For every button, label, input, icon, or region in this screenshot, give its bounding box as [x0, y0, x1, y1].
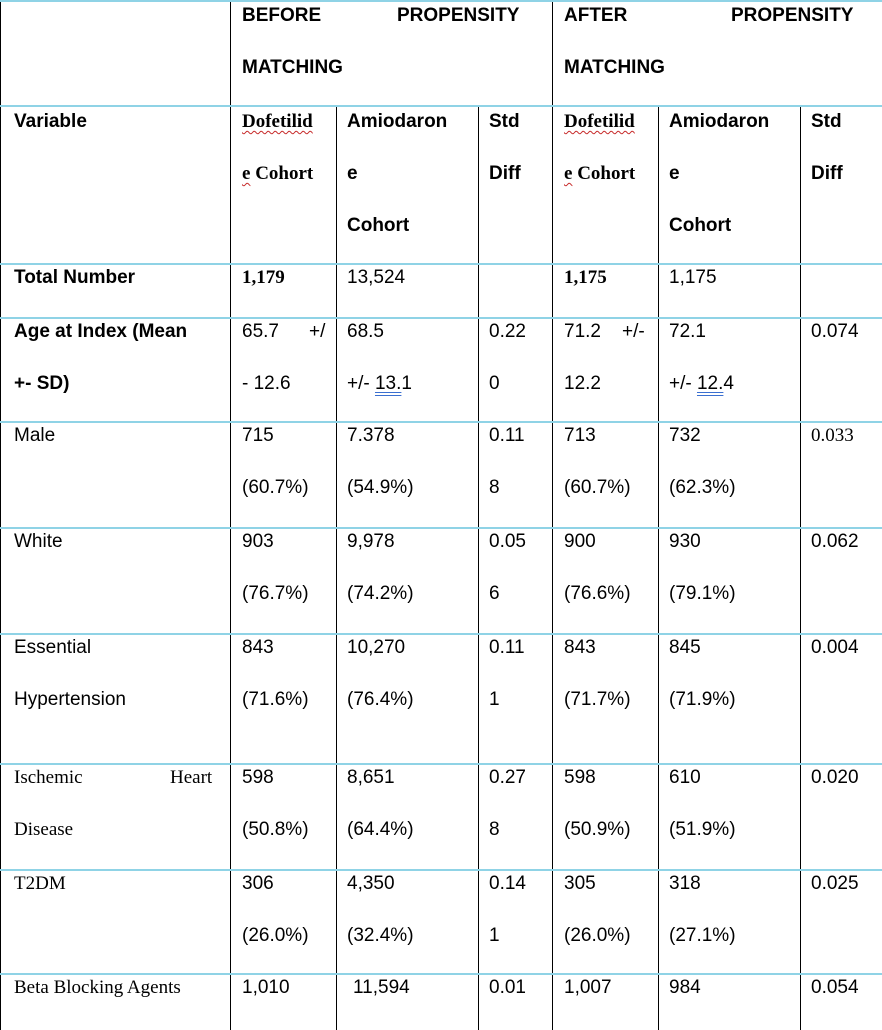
after-amiodarone-ihd-percent: (51.9%)	[669, 819, 736, 840]
before-header-word-1: BEFORE	[242, 5, 322, 26]
before-amiodarone-ihd-percent: (64.4%)	[347, 819, 414, 840]
row-label-age-line-2: +- SD)	[14, 373, 70, 394]
after-dofetilide-header-line-2	[564, 163, 635, 185]
after-dofetilide-male-count: 713	[564, 425, 596, 446]
before-std-diff-header-line-2: Diff	[489, 163, 521, 184]
after-dofetilide-male-percent: (60.7%)	[564, 477, 631, 498]
before-dofetilide-age-mean: 65.7	[242, 321, 279, 342]
grammar-marked-text: 12.	[696, 373, 724, 394]
before-dofetilide-age-sd: - 12.6	[242, 373, 291, 394]
column-rule	[0, 0, 1, 1030]
before-std-diff-white-line-1: 0.05	[489, 531, 526, 552]
after-dofetilide-beta: 1,007	[564, 977, 612, 998]
before-dofetilide-hypertension-count: 843	[242, 637, 274, 658]
after-amiodarone-beta: 984	[669, 977, 701, 998]
before-std-diff-ihd-line-2: 8	[489, 819, 500, 840]
row-rule	[0, 633, 882, 635]
before-std-diff-white-line-2: 6	[489, 583, 500, 604]
plus-minus-text: +/-	[347, 373, 375, 394]
before-amiodarone-male-percent: (54.9%)	[347, 477, 414, 498]
column-rule	[478, 106, 479, 1030]
after-amiodarone-header-line-1: Amiodaron	[669, 111, 770, 132]
after-amiodarone-header-line-3: Cohort	[669, 215, 732, 236]
before-std-diff-t2dm-line-2: 1	[489, 925, 500, 946]
before-amiodarone-header-line-2: e	[347, 163, 358, 184]
before-dofetilide-age-sign: +/	[309, 321, 326, 342]
after-dofetilide-ihd-count: 598	[564, 767, 596, 788]
before-dofetilide-beta: 1,010	[242, 977, 290, 998]
before-amiodarone-white-percent: (74.2%)	[347, 583, 414, 604]
before-amiodarone-header-line-3: Cohort	[347, 215, 410, 236]
before-dofetilide-t2dm-count: 306	[242, 873, 274, 894]
after-dofetilide-white-count: 900	[564, 531, 596, 552]
before-dofetilide-white-percent: (76.7%)	[242, 583, 309, 604]
column-rule	[552, 0, 553, 1030]
after-dofetilide-hypertension-percent: (71.7%)	[564, 689, 631, 710]
row-label-beta-blocking-agents: Beta Blocking Agents	[14, 977, 181, 998]
after-amiodarone-male-percent: (62.3%)	[669, 477, 736, 498]
sd-digit: 1	[401, 373, 412, 394]
after-amiodarone-age-sd	[669, 373, 734, 395]
before-std-diff-ihd-line-1: 0.27	[489, 767, 526, 788]
before-amiodarone-hypertension-count: 10,270	[347, 637, 406, 658]
before-header-line-2: MATCHING	[242, 57, 343, 78]
row-label-ihd-word-2: Heart	[170, 767, 213, 788]
row-rule	[0, 421, 882, 423]
after-amiodarone-male-count: 732	[669, 425, 701, 446]
sd-digit: 4	[723, 373, 734, 394]
before-amiodarone-ihd-count: 8,651	[347, 767, 395, 788]
before-dofetilide-header-line-1: Dofetilid	[242, 111, 313, 132]
before-dofetilide-hypertension-percent: (71.6%)	[242, 689, 309, 710]
after-amiodarone-white-count: 930	[669, 531, 701, 552]
before-dofetilide-total: 1,179	[242, 267, 285, 288]
after-dofetilide-t2dm-count: 305	[564, 873, 596, 894]
before-amiodarone-total: 13,524	[347, 267, 406, 288]
before-dofetilide-ihd-count: 598	[242, 767, 274, 788]
before-amiodarone-age-sd	[347, 373, 412, 395]
row-rule	[0, 263, 882, 265]
before-amiodarone-header-line-1: Amiodaron	[347, 111, 448, 132]
row-label-age-line-1: Age at Index (Mean	[14, 321, 188, 342]
after-dofetilide-age-sign: +/-	[622, 321, 645, 342]
before-amiodarone-hypertension-percent: (76.4%)	[347, 689, 414, 710]
before-std-diff-t2dm-line-1: 0.14	[489, 873, 526, 894]
row-label-white: White	[14, 531, 63, 552]
after-std-diff-header-line-2: Diff	[811, 163, 843, 184]
spelling-marked-letter: e	[564, 163, 573, 184]
before-std-diff-male-line-1: 0.11	[489, 425, 525, 446]
column-rule	[336, 106, 337, 1030]
spelling-marked-letter: e	[242, 163, 251, 184]
before-std-diff-beta: 0.01	[489, 977, 526, 998]
before-std-diff-age-line-1: 0.22	[489, 321, 526, 342]
plus-minus-text: +/-	[669, 373, 697, 394]
after-dofetilide-white-percent: (76.6%)	[564, 583, 631, 604]
before-amiodarone-white-count: 9,978	[347, 531, 395, 552]
after-amiodarone-ihd-count: 610	[669, 767, 701, 788]
after-amiodarone-t2dm-count: 318	[669, 873, 701, 894]
after-std-diff-ihd: 0.020	[811, 767, 859, 788]
after-std-diff-male: 0.033	[811, 425, 854, 446]
row-label-t2dm: T2DM	[14, 873, 66, 894]
after-dofetilide-header-line-1: Dofetilid	[564, 111, 635, 132]
row-rule	[0, 0, 882, 2]
row-label-ihd-line-2: Disease	[14, 819, 74, 840]
after-amiodarone-hypertension-percent: (71.9%)	[669, 689, 736, 710]
row-rule	[0, 527, 882, 529]
before-amiodarone-t2dm-percent: (32.4%)	[347, 925, 414, 946]
before-amiodarone-male-count: 7.378	[347, 425, 395, 446]
after-std-diff-header-line-1: Std	[811, 111, 842, 132]
after-amiodarone-t2dm-percent: (27.1%)	[669, 925, 736, 946]
row-label-total-number: Total Number	[14, 267, 136, 288]
before-dofetilide-ihd-percent: (50.8%)	[242, 819, 309, 840]
after-amiodarone-header-line-2: e	[669, 163, 680, 184]
before-dofetilide-male-count: 715	[242, 425, 274, 446]
row-label-ihd-word-1: Ischemic	[14, 767, 83, 788]
after-std-diff-age: 0.074	[811, 321, 859, 342]
after-header-word-2: PROPENSITY	[731, 5, 854, 26]
after-amiodarone-age-mean: 72.1	[669, 321, 706, 342]
before-std-diff-age-line-2: 0	[489, 373, 500, 394]
after-dofetilide-age-sd: 12.2	[564, 373, 601, 394]
row-rule	[0, 105, 882, 107]
after-std-diff-white: 0.062	[811, 531, 859, 552]
before-std-diff-male-line-2: 8	[489, 477, 500, 498]
before-amiodarone-age-mean: 68.5	[347, 321, 384, 342]
grammar-marked-text: 13.	[374, 373, 402, 394]
column-rule	[230, 0, 231, 1030]
after-std-diff-t2dm: 0.025	[811, 873, 859, 894]
after-header-line-2: MATCHING	[564, 57, 665, 78]
row-label-hypertension-line-2: Hypertension	[14, 689, 126, 710]
row-label-hypertension-line-1: Essential	[14, 637, 92, 658]
after-dofetilide-age-mean: 71.2	[564, 321, 601, 342]
before-dofetilide-white-count: 903	[242, 531, 274, 552]
after-amiodarone-hypertension-count: 845	[669, 637, 701, 658]
before-header-word-2: PROPENSITY	[397, 5, 520, 26]
after-header-word-1: AFTER	[564, 5, 628, 26]
before-dofetilide-t2dm-percent: (26.0%)	[242, 925, 309, 946]
before-dofetilide-male-percent: (60.7%)	[242, 477, 309, 498]
after-dofetilide-t2dm-percent: (26.0%)	[564, 925, 631, 946]
before-amiodarone-t2dm-count: 4,350	[347, 873, 395, 894]
after-dofetilide-ihd-percent: (50.9%)	[564, 819, 631, 840]
before-std-diff-header-line-1: Std	[489, 111, 520, 132]
column-rule	[658, 106, 659, 1030]
after-std-diff-beta: 0.054	[811, 977, 859, 998]
row-label-male: Male	[14, 425, 56, 446]
header-word: Cohort	[572, 163, 636, 184]
before-std-diff-hypertension-line-1: 0.11	[489, 637, 525, 658]
row-rule	[0, 973, 882, 975]
after-dofetilide-total: 1,175	[564, 267, 607, 288]
after-amiodarone-total: 1,175	[669, 267, 717, 288]
header-word: Cohort	[250, 163, 314, 184]
row-rule	[0, 317, 882, 319]
before-std-diff-hypertension-line-2: 1	[489, 689, 500, 710]
before-dofetilide-header-line-2	[242, 163, 313, 185]
variable-column-header: Variable	[14, 111, 87, 132]
after-dofetilide-hypertension-count: 843	[564, 637, 596, 658]
after-amiodarone-white-percent: (79.1%)	[669, 583, 736, 604]
row-rule	[0, 763, 882, 765]
row-rule	[0, 869, 882, 871]
before-amiodarone-beta: 11,594	[353, 977, 410, 998]
after-std-diff-hypertension: 0.004	[811, 637, 859, 658]
column-rule	[800, 106, 801, 1030]
